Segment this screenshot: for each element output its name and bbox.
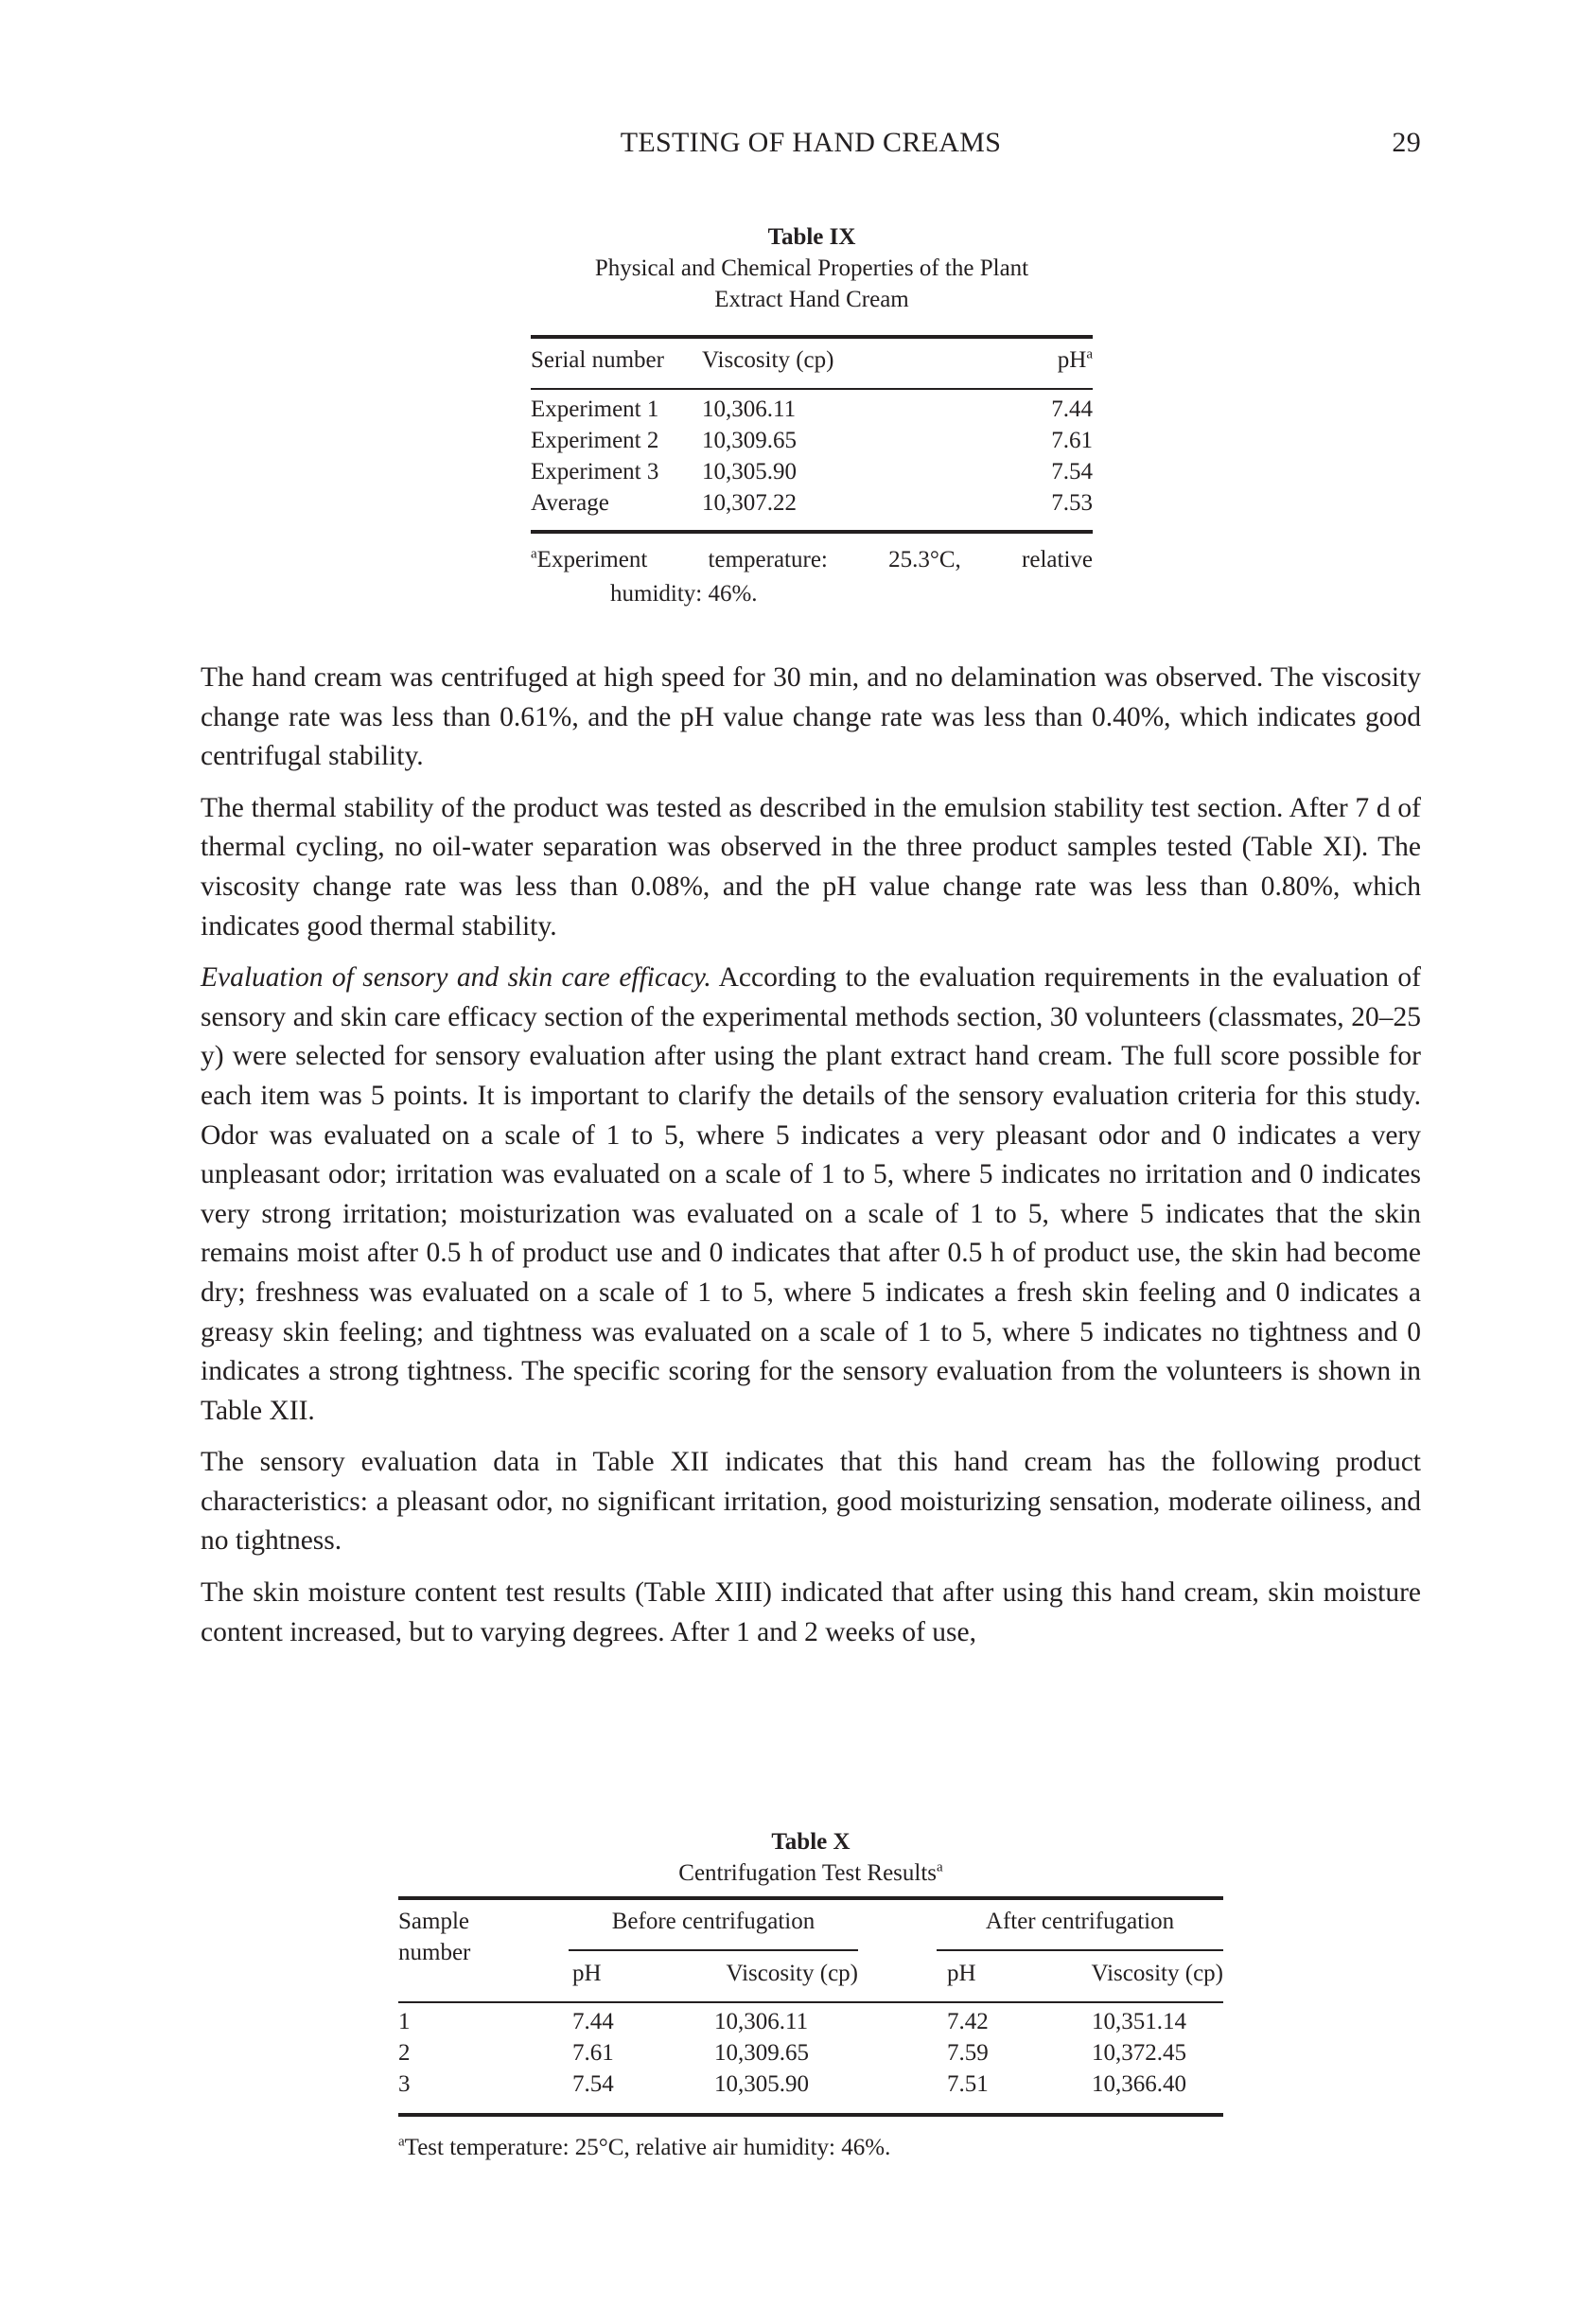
table-ix-cell-viscosity: 10,307.22 — [702, 490, 797, 516]
table-x-after-group-rule — [937, 1949, 1223, 1951]
table-x-cell-viscosity-before: 10,306.11 — [714, 2009, 809, 2034]
table-x-cell-ph-before: 7.54 — [572, 2071, 614, 2097]
table-ix-cell-serial: Average — [531, 490, 609, 516]
table-x-bottom-rule — [398, 2113, 1223, 2117]
table-x-top-rule — [398, 1896, 1223, 1900]
table-ix-top-rule — [531, 335, 1093, 339]
footnote-word — [531, 543, 647, 577]
table-ix — [531, 221, 1093, 619]
table-x-title-footnote-marker: a — [937, 1859, 943, 1875]
table-x-cell-viscosity-after: 10,351.14 — [1092, 2009, 1186, 2034]
table-ix-cell-ph: 7.54 — [1051, 459, 1093, 484]
table-x-sub-ph-after: pH — [947, 1961, 976, 1986]
table-x-title — [398, 1857, 1223, 1889]
table-x-cell-viscosity-before: 10,309.65 — [714, 2040, 809, 2066]
table-ix-footnote — [531, 543, 1093, 611]
table-x-group-after: After centrifugation — [985, 1909, 1175, 1934]
table-ix-cell-serial: Experiment 2 — [531, 428, 659, 453]
table-x-header-rule — [398, 2001, 1223, 2003]
body-text — [201, 659, 1421, 1664]
table-ix-header-rule — [531, 388, 1093, 390]
table-x-sub-ph-before: pH — [572, 1961, 602, 1986]
table-ix-ph-footnote-marker: a — [1086, 346, 1093, 362]
table-x — [398, 1826, 1223, 2186]
table-ix-cell-viscosity: 10,305.90 — [702, 459, 797, 484]
table-x-cell-ph-after: 7.42 — [947, 2009, 989, 2034]
section-run-in-heading: Evaluation of sensory and skin care efficacy. — [201, 962, 711, 994]
table-x-cell-ph-after: 7.59 — [947, 2040, 989, 2066]
table-x-sub-viscosity-before: Viscosity (cp) — [726, 1961, 858, 1986]
table-x-sub-viscosity-after: Viscosity (cp) — [1091, 1961, 1223, 1986]
paragraph-text: According to the evaluation requirements in the evaluation of sensory and skin care efficacy section of the experimental methods section, 30 volunteers (classmates, 20–25 y) were selected for sensory evaluation after using the plant extract hand cream. The full score possible for each item was 5 points. It is important to clarify the details of the sensory evaluation criteria for this study. Odor was evaluated on a scale of 1 to 5, where 5 indicates a very pleasant odor and 0 indicates a very unpleasant odor; irritation was evaluated on a scale of 1 to 5, where 5 indicates no irritation and 0 indicates very strong irritation; moisturization was evaluated on a scale of 1 to 5, where 5 indicates that the skin remains moist after 0.5 h of product use and 0 indicates that after 0.5 h of product use, the skin had become dry; freshness was evaluated on a scale of 1 to 5, where 5 indicates a fresh skin feeling and 0 indicates a greasy skin feeling; and tightness was evaluated on a scale of 1 to 5, where 5 indicates no tightness and 0 indicates a strong tightness. The specific scoring for the sensory evaluation from the volunteers is shown in Table XII. — [201, 962, 1421, 1426]
paragraph — [201, 959, 1421, 1431]
table-ix-cell-viscosity: 10,306.11 — [702, 396, 797, 422]
table-x-cell-sample: 1 — [398, 2009, 411, 2034]
table-x-cell-viscosity-before: 10,305.90 — [714, 2071, 809, 2097]
table-ix-col-ph-label: pH — [1057, 347, 1087, 373]
table-ix-label: Table IX — [767, 224, 856, 250]
footnote-word: 25.3°C, — [888, 547, 961, 572]
paragraph-text: The thermal stability of the product was tested as described in the emulsion stability test section. After 7 d of thermal cycling, no oil-water separation was observed in the three product samples tested (Table XI). The viscosity change rate was less than 0.08%, and the pH value change rate was less than 0.80%, which indicates good thermal stability. — [201, 792, 1421, 942]
running-title: TESTING OF HAND CREAMS — [620, 127, 1002, 158]
page-number: 29 — [1392, 127, 1421, 158]
table-ix-caption — [531, 221, 1093, 315]
table-x-cell-sample: 3 — [398, 2071, 411, 2097]
table-x-footnote-text: Test temperature: 25°C, relative air humidity: 46%. — [404, 2135, 891, 2160]
table-ix-cell-ph: 7.53 — [1051, 490, 1093, 516]
table-x-before-group-rule — [569, 1949, 858, 1951]
paragraph-text: The sensory evaluation data in Table XII indicates that this hand cream has the following product characteristics: a pleasant odor, no significant irritation, good moisturizing sensation, moderate oiliness, and no tightness. — [201, 1447, 1421, 1557]
paragraph-text: The skin moisture content test results (Table XIII) indicated that after using this hand cream, skin moisture content increased, but to varying degrees. After 1 and 2 weeks of use, — [201, 1577, 1421, 1647]
table-ix-cell-serial: Experiment 3 — [531, 459, 659, 484]
table-ix-cell-ph: 7.44 — [1051, 396, 1093, 422]
table-x-cell-viscosity-after: 10,366.40 — [1092, 2071, 1186, 2097]
table-ix-col-serial: Serial number — [531, 347, 664, 373]
paragraph — [201, 659, 1421, 777]
table-x-col-sample: Sample number — [398, 1909, 471, 1965]
table-ix-title-line2: Extract Hand Cream — [714, 287, 909, 312]
table-x-cell-viscosity-after: 10,372.45 — [1092, 2040, 1186, 2066]
table-ix-footnote-marker: a — [531, 546, 537, 562]
table-x-footnote-marker: a — [398, 2134, 405, 2150]
table-ix-cell-ph: 7.61 — [1051, 428, 1093, 453]
table-x-title-text: Centrifugation Test Results — [678, 1860, 938, 1886]
footnote-word-text: Experiment — [536, 547, 648, 572]
table-ix-col-ph — [1058, 344, 1093, 376]
table-ix-col-viscosity: Viscosity (cp) — [702, 347, 834, 373]
table-ix-title-line1: Physical and Chemical Properties of the Plant — [594, 255, 1029, 281]
table-x-group-before: Before centrifugation — [611, 1909, 816, 1934]
table-x-cell-ph-before: 7.44 — [572, 2009, 614, 2034]
table-ix-cell-viscosity: 10,309.65 — [702, 428, 797, 453]
paragraph — [201, 1574, 1421, 1652]
table-ix-footnote-line1 — [531, 543, 1093, 577]
paragraph — [201, 1443, 1421, 1561]
table-ix-bottom-rule — [531, 530, 1093, 534]
paragraph-text: The hand cream was centrifuged at high speed for 30 min, and no delamination was observed. The viscosity change rate was less than 0.61%, and the pH value change rate was less than 0.40%, which indicates good centrifugal stability. — [201, 662, 1421, 772]
table-x-cell-ph-after: 7.51 — [947, 2071, 989, 2097]
table-x-caption — [398, 1826, 1223, 1889]
table-x-footnote — [398, 2131, 890, 2165]
table-x-cell-sample: 2 — [398, 2040, 411, 2066]
footnote-word: temperature: — [708, 547, 828, 572]
footnote-word: relative — [1022, 547, 1093, 572]
paragraph — [201, 789, 1421, 946]
table-ix-cell-serial: Experiment 1 — [531, 396, 659, 422]
table-x-cell-ph-before: 7.61 — [572, 2040, 614, 2066]
table-ix-footnote-line2: humidity: 46%. — [610, 581, 758, 607]
running-header — [201, 127, 1421, 165]
table-x-label: Table X — [771, 1829, 851, 1855]
